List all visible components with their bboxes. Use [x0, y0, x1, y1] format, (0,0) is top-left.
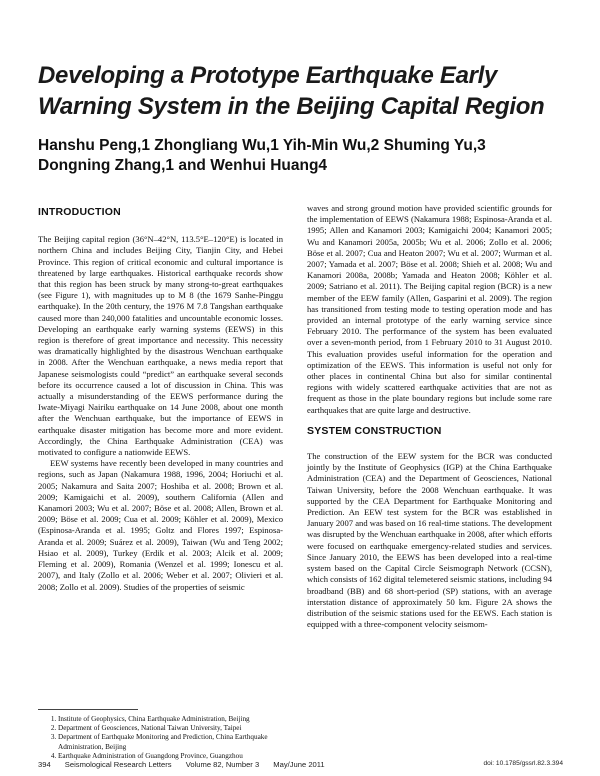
- doi-text: doi: 10.1785/gssrl.82.3.394: [483, 760, 563, 767]
- page-number: 394: [38, 760, 51, 769]
- author-list: Hanshu Peng,1 Zhongliang Wu,1 Yih-Min Wu,2 Shuming Yu,3 Dongning Zhang,1 and Wenhui Huang4: [38, 137, 486, 174]
- footnote-item: 3. Department of Earthquake Monitoring and Prediction, China Earthquake Administration, Beijing: [58, 733, 283, 751]
- affiliation-footnotes: [38, 715, 283, 761]
- footnote-item: 1. Institute of Geophysics, China Earthquake Administration, Beijing: [58, 715, 283, 724]
- footnote-divider: [38, 709, 138, 710]
- issue-date: May/June 2011: [273, 760, 325, 769]
- introduction-paragraph-3: waves and strong ground motion have provided scientific grounds for the implementation of EEWS (Nakamura 1988; Espinosa-Aranda et al. 1995; Allen and Kanamori 2003; Kamigaichi 2004; Kanamori 2005; Wu and Kanamori 2005a, 2005b; Wu et al. 2006; Zollo et al. 2006; Böse et al. 2007; Cua and Heaton 2007; Wu et al. 2007; Wurman et al. 2007; Yamada et al. 2007; Böse et al. 2008; Shieh et al. 2008; Wu and Kanamori 2008a, 2008b; Yamada and Heaton 2008; Köhler et al. 2009; Satriano et al. 2011). The Beijing capital region (BCR) is a new member of the EEW family (Allen, Gasparini et al. 2009). The region has transitioned from testing mode to testing operation mode and has provided an internal prototype of the early warning service since February 2010. The performance of the system has been evaluated over a seven-month period, from 1 February 2010 to 31 August 2010. This evaluation provides useful information for the operation and optimization of the EEWS. This information is useful not only for other places in continental China but also for similar continental regions with widely scattered earthquake activities that are not as frequent as those in the plate boundary regions but include some rare earthquakes that are quite large and destructive.: [307, 203, 552, 415]
- introduction-heading: INTRODUCTION: [38, 206, 121, 218]
- left-column: [38, 205, 283, 593]
- system-construction-heading: SYSTEM CONSTRUCTION: [307, 424, 442, 437]
- journal-volume: Volume 82, Number 3: [185, 760, 260, 769]
- introduction-paragraph-2: EEW systems have recently been developed in many countries and regions, such as Japan (Nakamura 1988, 1996, 2004; Horiuchi et al. 2005; Nakamura and Saita 2007; Hoshiba et al. 2008; Brown et al. 2009; Kamigaichi et al. 2009), southern California (Allen and Kanamori 2003; Wu et al. 2007; Böse et al. 2008; Allen, Brown et al. 2009; Böse et al. 2009; Cua et al. 2009; Köhler et al. 2009), Mexico (Espinosa-Aranda et al. 1995; Goltz and Flores 1997; Espinosa-Aranda et al. 2009; Suárez et al. 2009), Taiwan (Wu and Teng 2002; Hsiao et al. 2009), Turkey (Erdik et al. 2003; Alcik et al. 2009; Fleming et al. 2009), Romania (Wenzel et al. 1999; Ionescu et al. 2007), and Italy (Zollo et al. 2006; Weber et al. 2007; Olivieri et al. 2008; Zollo et al. 2009). Studies of the properties of seismic: [38, 458, 283, 592]
- footer-left: [38, 760, 325, 769]
- footnote-item: 4. Earthquake Administration of Guangdong Province, Guangzhou: [58, 752, 283, 761]
- introduction-paragraph-1: The Beijing capital region (36°N–42°N, 113.5°E–120°E) is located in northern China and includes Beijing City, Tianjin City, and Hebei Province. This region of critical economic and cultural importance is threatened by large earthquakes. Historical earthquake records show that this region has been struck by many strong-to-great earthquakes (see Figure 1), with magnitudes up to M 8 (the 1679 Sanhe-Pinggu earthquake). In the 20th century, the 1976 M 7.8 Tangshan earthquake caused more than 240,000 fatalities and uncountable economic losses. Developing an earthquake early warning systems (EEWS) in this region is therefore of great importance and necessity. This necessity was dramatically highlighted by the disastrous Wenchuan earthquake in 2008. After the Wenchuan earthquake, a news media report that Japanese seismologists could “predict” an earthquake several seconds before its occurrence caused a lot of discussion in China. This was actually a misunderstanding of the EEWS performance during the Iwate-Miyagi Nairiku earthquake on 14 June 2008, about one month after the Wenchuan earthquake, but the importance of EEWS in earthquake disaster mitigation has become more and more evident. Accordingly, the China Earthquake Administration (CEA) was motivated to configure a nationwide EEWS.: [38, 234, 283, 458]
- article-title: Developing a Prototype Earthquake Early Warning System in the Beijing Capital Region: [38, 62, 545, 120]
- right-column: [307, 203, 552, 630]
- system-construction-paragraph-1: The construction of the EEW system for the BCR was conducted jointly by the Institute of Geophysics (IGP) at the China Earthquake Administration (CEA) and the Department of Geosciences, National Taiwan University, before the 2008 Wenchuan earthquake. It was supported by the CEA Department for Earthquake Monitoring and Prediction. An EEW test system for the BCR was established in January 2007 and was based on 16 real-time stations. The development was disrupted by the Wenchuan earthquake in 2008, after which efforts were focused on earthquake emergency-related studies and services. Since January 2010, the EEWS has been developed into a real-time system based on the Capital Circle Seismograph Network (CCSN), which consists of 162 digital telemetered seismic stations, including 94 broadband (BB) and 68 short-period (SP) stations, with an average interstation distance of approximately 50 km. Figure 2A shows the distribution of the seismic stations used for the EEWS. Each station is equipped with a three-component velocity seismom-: [307, 451, 552, 630]
- journal-name: Seismological Research Letters: [64, 760, 172, 769]
- footnote-item: 2. Department of Geosciences, National Taiwan University, Taipei: [58, 724, 283, 733]
- article-body: [38, 205, 563, 709]
